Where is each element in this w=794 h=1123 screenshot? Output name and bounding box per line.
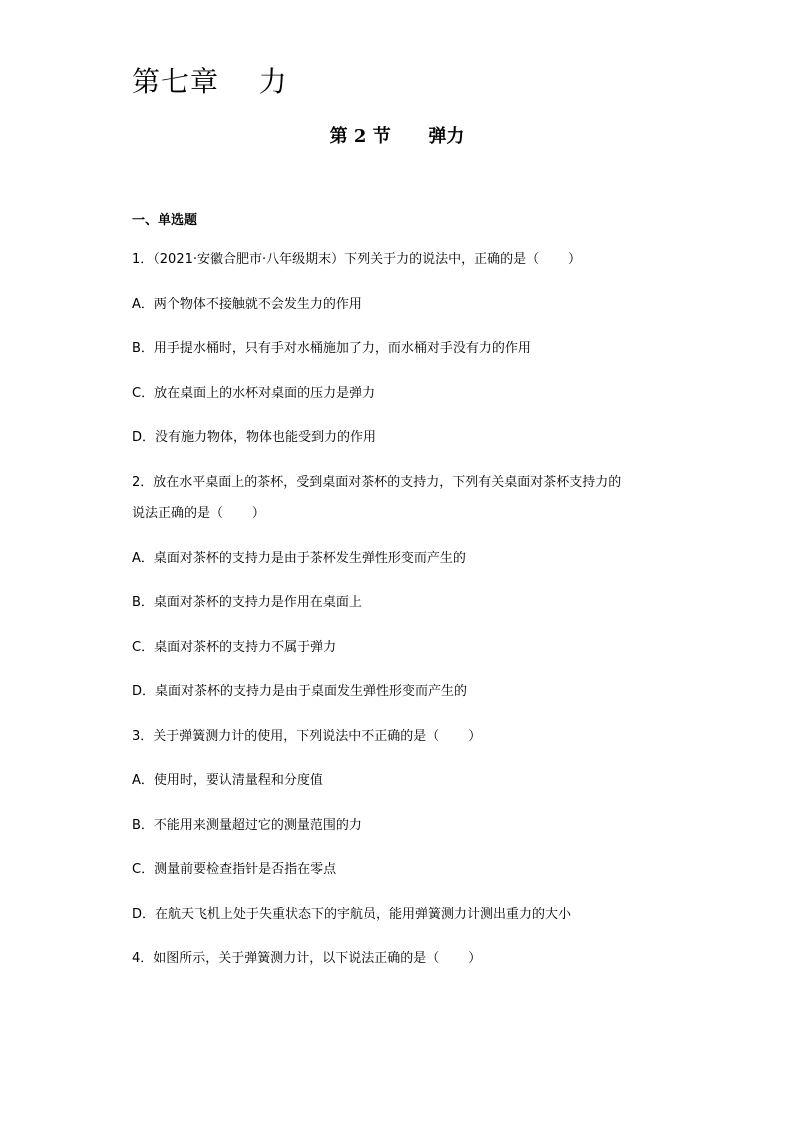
- question-1-option-b: B．用手提水桶时，只有手对水桶施加了力，而水桶对手没有力的作用: [132, 341, 531, 356]
- question-3-option-d: D．在航天飞机上处于失重状态下的宇航员，能用弹簧测力计测出重力的大小: [132, 907, 572, 922]
- question-4-stem: 4．如图所示，关于弹簧测力计，以下说法正确的是（ ）: [132, 951, 482, 966]
- question-1-option-a: A．两个物体不接触就不会发生力的作用: [132, 297, 362, 312]
- question-3-option-c: C．测量前要检查指针是否指在零点: [132, 862, 337, 877]
- question-2-option-b: B．桌面对茶杯的支持力是作用在桌面上: [132, 595, 362, 610]
- question-3-option-b: B．不能用来测量超过它的测量范围的力: [132, 818, 362, 833]
- question-2-option-d: D．桌面对茶杯的支持力是由于桌面发生弹性形变而产生的: [132, 684, 468, 699]
- question-2-stem-line-1: 2．放在水平桌面上的茶杯，受到桌面对茶杯的支持力，下列有关桌面对茶杯支持力的: [132, 475, 622, 490]
- section-heading: 一、单选题: [132, 213, 198, 228]
- question-3-option-a: A．使用时，要认清量程和分度值: [132, 773, 323, 788]
- chapter-title: 第七章 力: [132, 65, 288, 98]
- question-2-option-a: A．桌面对茶杯的支持力是由于茶杯发生弹性形变而产生的: [132, 551, 466, 566]
- question-3-stem: 3．关于弹簧测力计的使用，下列说法中不正确的是（ ）: [132, 729, 482, 744]
- question-1-stem: 1．（2021·安徽合肥市·八年级期末）下列关于力的说法中，正确的是（ ）: [132, 252, 582, 267]
- question-2-option-c: C．桌面对茶杯的支持力不属于弹力: [132, 640, 337, 655]
- question-1-option-c: C．放在桌面上的水杯对桌面的压力是弹力: [132, 386, 376, 401]
- question-1-option-d: D．没有施力物体，物体也能受到力的作用: [132, 430, 377, 445]
- section-title: 第 2 节 弹力: [329, 126, 465, 147]
- question-2-stem-line-2: 说法正确的是（ ）: [132, 506, 265, 521]
